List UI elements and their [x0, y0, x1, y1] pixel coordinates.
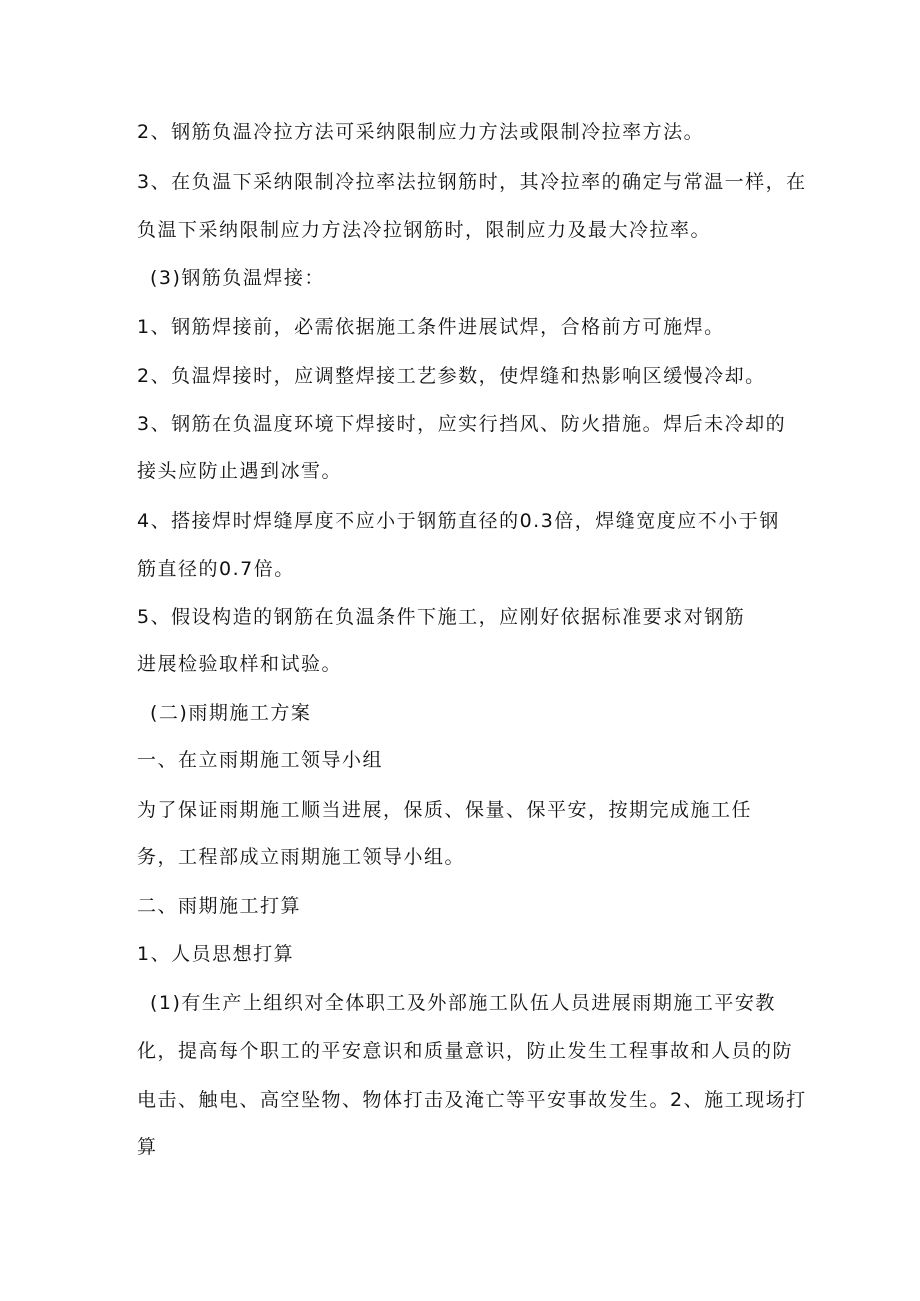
paragraph-line-12: 进展检验取样和试验。 [137, 653, 343, 675]
paragraph-line-1: 2、钢筋负温冷拉方法可采纳限制应力方法或限制冷拉率方法。 [137, 121, 705, 143]
subheading-staff-preparation: 1、人员思想打算 [137, 943, 295, 965]
paragraph-line-7: 3、钢筋在负温度环境下焊接时，应实行挡风、防火措施。焊后未冷却的 [137, 413, 787, 435]
section-heading-welding: (3)钢筋负温焊接： [150, 267, 325, 289]
paragraph-line-10: 筋直径的0.7倍。 [137, 558, 295, 580]
paragraph-line-6: 2、负温焊接时，应调整焊接工艺参数，使焊缝和热影响区缓慢冷却。 [137, 365, 766, 387]
paragraph-line-20: 化，提高每个职工的平安意识和质量意识，防止发生工程事故和人员的防 [137, 1040, 794, 1062]
paragraph-line-22: 算 [137, 1136, 158, 1158]
paragraph-line-15: 为了保证雨期施工顺当进展，保质、保量、保平安，按期完成施工任 [137, 799, 753, 821]
paragraph-line-2: 3、在负温下采纳限制冷拉率法拉钢筋时，其冷拉率的确定与常温一样，在 [137, 171, 807, 193]
paragraph-line-5: 1、钢筋焊接前，必需依据施工条件进展试焊，合格前方可施焊。 [137, 316, 725, 338]
paragraph-line-21: 电击、触电、高空坠物、物体打击及淹亡等平安事故发生。2、施工现场打 [137, 1089, 807, 1111]
paragraph-line-3: 负温下采纳限制应力方法冷拉钢筋时，限制应力及最大冷拉率。 [137, 219, 712, 241]
paragraph-line-9: 4、搭接焊时焊缝厚度不应小于钢筋直径的0.3倍，焊缝宽度应不小于钢 [137, 510, 780, 532]
paragraph-line-19: (1)有生产上组织对全体职工及外部施工队伍人员进展雨期施工平安教 [150, 992, 776, 1014]
paragraph-line-8: 接头应防止遇到冰雪。 [137, 460, 343, 482]
subheading-leadership-group: 一、在立雨期施工领导小组 [137, 749, 384, 771]
subheading-preparation: 二、雨期施工打算 [137, 895, 302, 917]
section-heading-rain: (二)雨期施工方案 [150, 702, 312, 724]
paragraph-line-11: 5、假设构造的钢筋在负温条件下施工，应刚好依据标准要求对钢筋 [137, 606, 746, 628]
paragraph-line-16: 务，工程部成立雨期施工领导小组。 [137, 846, 466, 868]
